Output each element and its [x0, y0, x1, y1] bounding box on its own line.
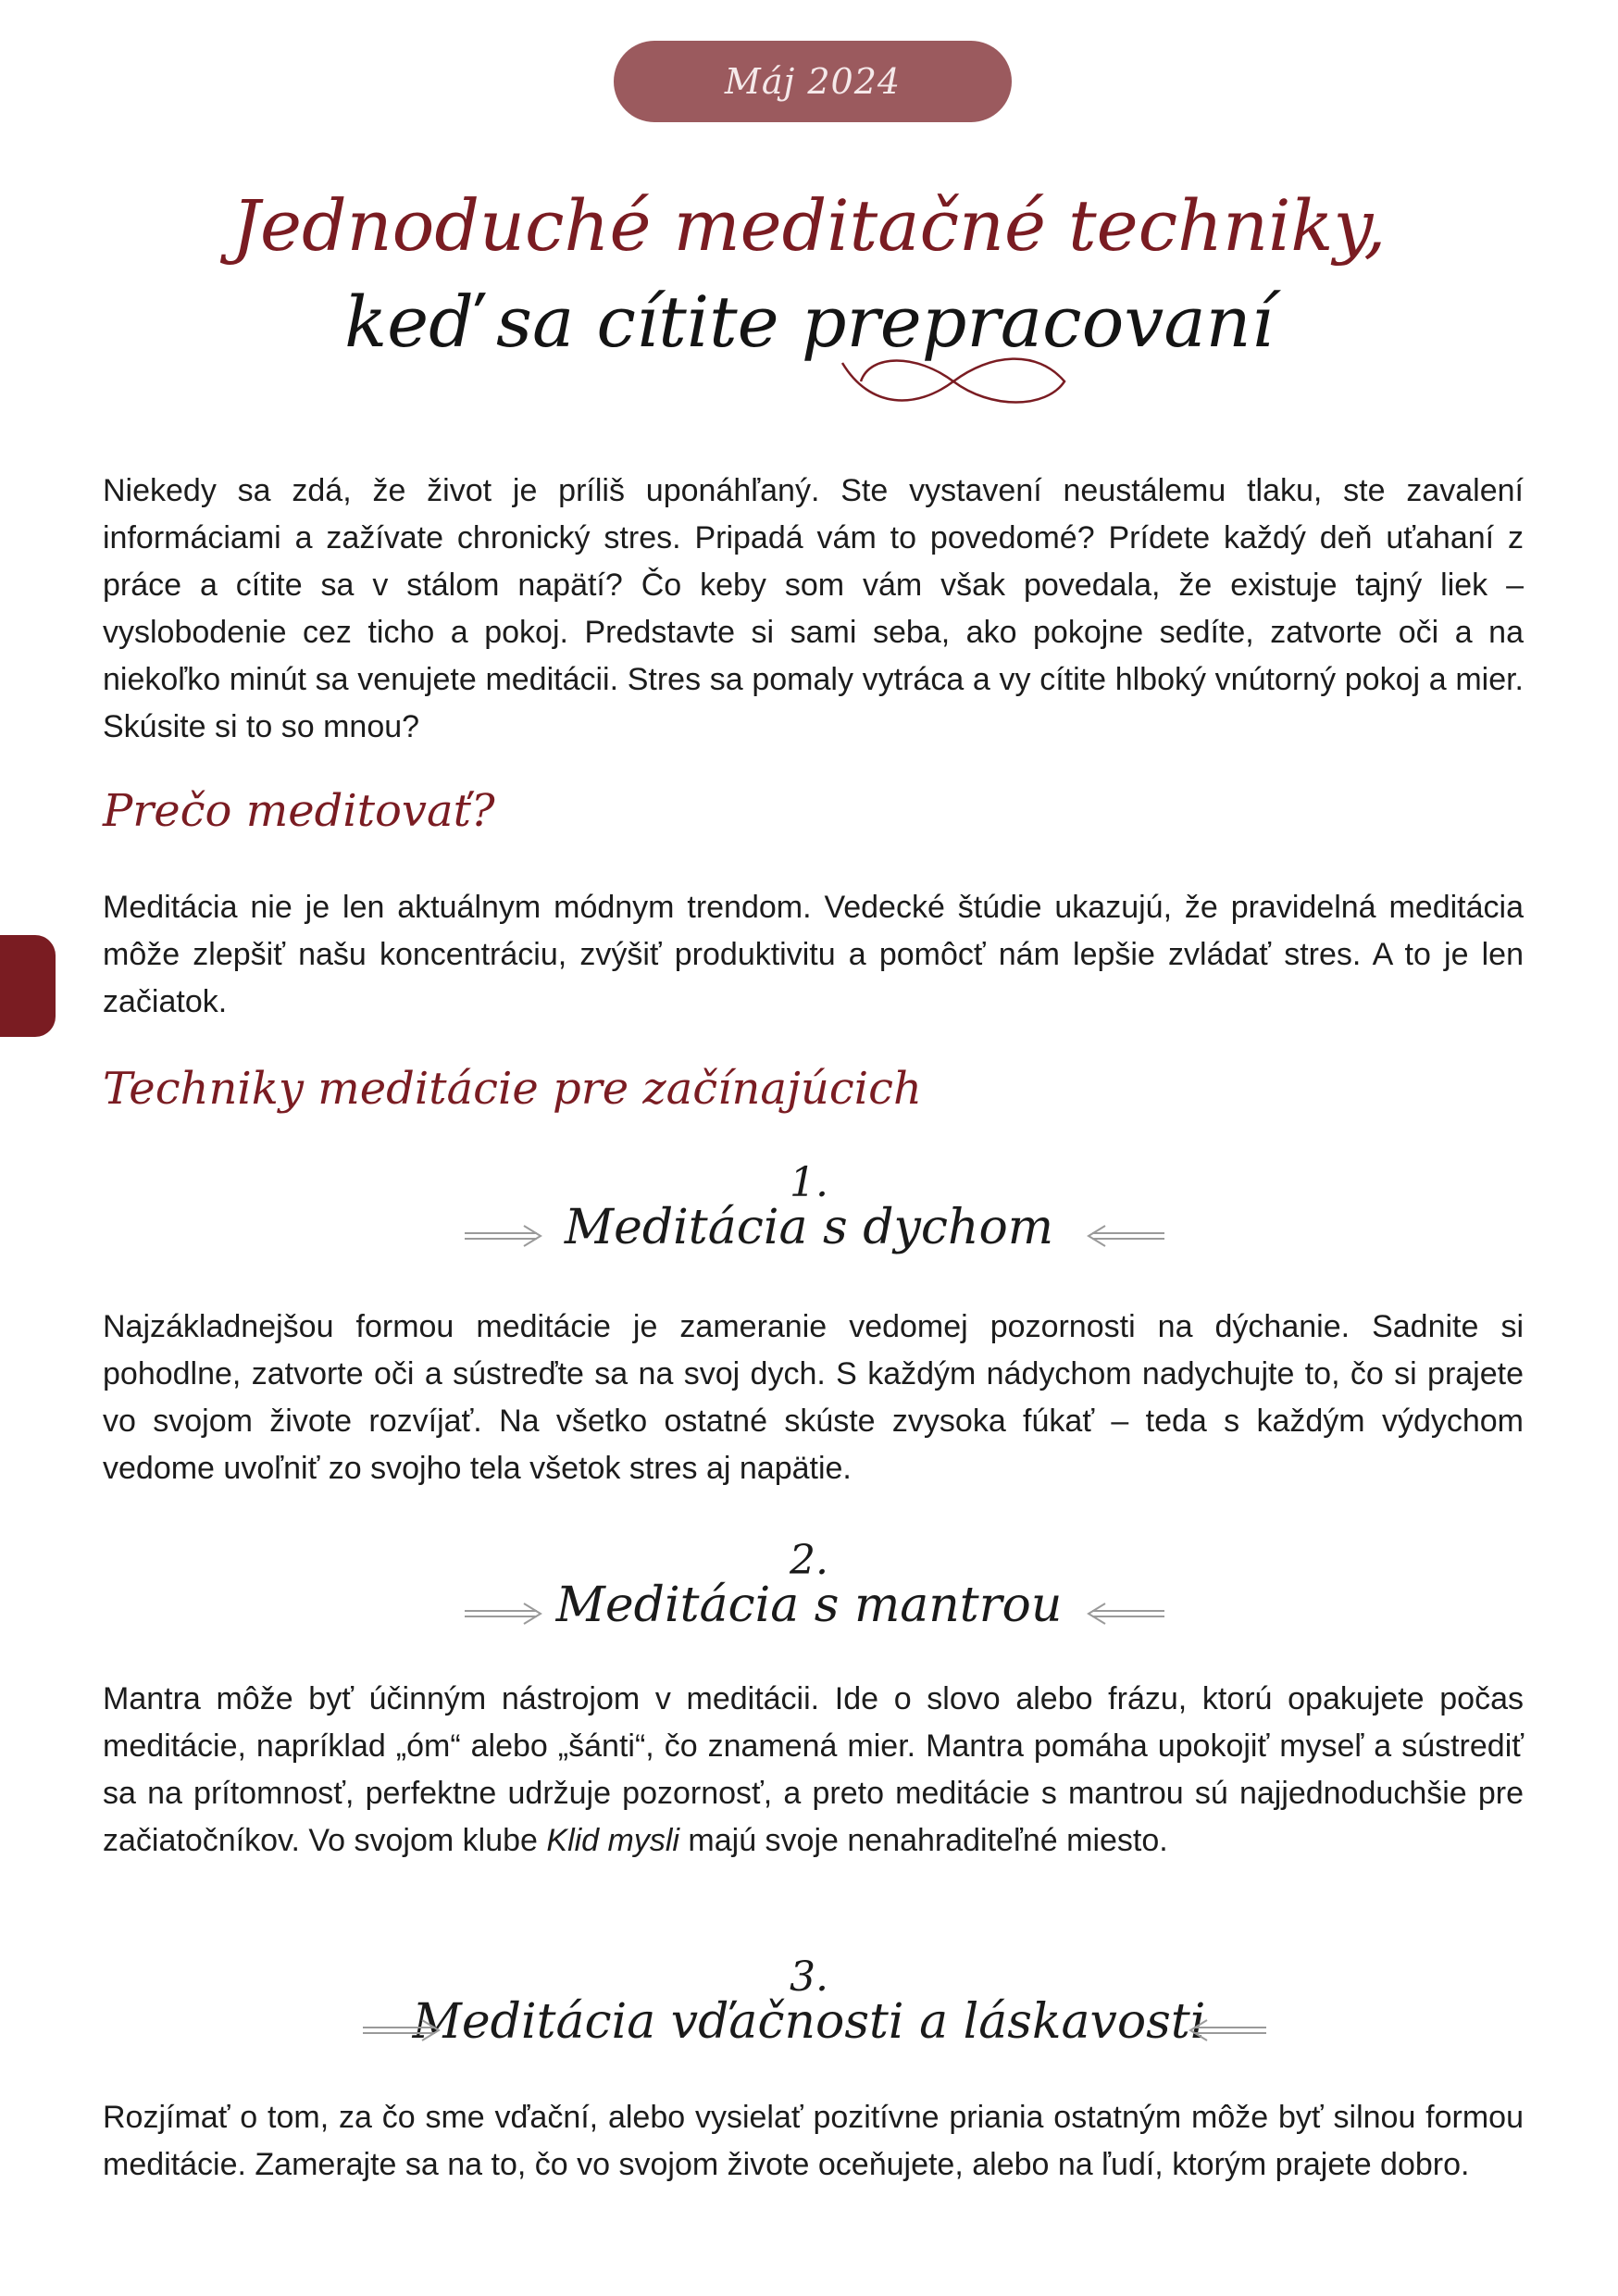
title-flourish: [833, 344, 1074, 418]
arrow-right-icon: [361, 2016, 444, 2044]
technique-3-paragraph: Rozjímať o tom, za čo sme vďační, alebo vysielať pozitívne priania ostatným môže byť silnou formou meditácie. Zamerajte sa na to, čo vo svojom živote oceňujete, alebo na ľudí, ktorým prajete dobro.: [103, 2100, 1524, 2182]
date-badge: Máj 2024: [614, 41, 1012, 122]
technique-1-number: 1.: [790, 1159, 828, 1206]
technique-1-title: Meditácia s dychom: [564, 1200, 1054, 1255]
arrow-right-icon: [463, 1222, 546, 1250]
arrow-left-icon: [1083, 1222, 1166, 1250]
arrow-left-icon: [1083, 1600, 1166, 1628]
section-heading-techniques: Techniky meditácie pre začínajúcich: [103, 1063, 922, 1115]
technique-2-title: Meditácia s mantrou: [555, 1578, 1063, 1633]
technique-2-heading: [0, 1537, 1618, 1657]
arrow-left-icon: [1185, 2016, 1268, 2044]
arrow-right-icon: [463, 1600, 546, 1628]
side-tab-marker: [0, 935, 56, 1037]
intro-paragraph: Niekedy sa zdá, že život je príliš uponáhľaný. Ste vystavení neustálemu tlaku, ste zavalení informáciami a zažívate chronický stres. Pripadá vám to povedomé? Prídete každý deň uťahaní z práce a cítite sa v stálom napätí? Čo keby som vám však povedala, že existuje tajný liek – vyslobodenie cez ticho a pokoj. Predstavte si sami seba, ako pokojne sedíte, zatvorte oči a na niekoľko minút sa venujete meditácii. Stres sa pomaly vytráca a vy cítite hlboký vnútorný pokoj a mier. Skúsite si to so mnou?: [103, 473, 1524, 744]
technique-2-paragraph: Mantra môže byť účinným nástrojom v meditácii. Ide o slovo alebo frázu, ktorú opakujete počas meditácie, napríklad „óm“ alebo „šánti“, čo znamená mier. Mantra pomáha upokojiť myseľ a sústrediť sa na prítomnosť, perfektne udržuje pozornosť, a preto meditácie s mantrou sú najjednoduchšie pre začiatočníkov. Vo svojom klube Klid mysli majú svoje nenahraditeľné miesto.: [103, 1681, 1524, 1858]
technique-2-number: 2.: [790, 1537, 828, 1584]
page-title-line1: Jednoduché meditačné techniky,: [231, 184, 1387, 267]
club-name: Klid mysli: [546, 1823, 679, 1858]
technique-1-paragraph: Najzákladnejšou formou meditácie je zameranie vedomej pozornosti na dýchanie. Sadnite si pohodlne, zatvorte oči a sústreďte sa na svoj dych. S každým nádychom nadychujte to, čo si prajete vo svojom živote rozvíjať. Na všetko ostatné skúste zvysoka fúkať – teda s každým výdychom vedome uvoľniť zo svojho tela všetok stres aj napätie.: [103, 1309, 1524, 1486]
technique-3-title: Meditácia vďačnosti a láskavosti: [412, 1994, 1206, 2050]
section-heading-why: Prečo meditovať?: [103, 785, 495, 837]
page-title-line2: keď sa cítite prepracovaní: [344, 281, 1274, 363]
technique-3-heading: [0, 1953, 1618, 2074]
technique-3-number: 3.: [790, 1953, 828, 2001]
why-paragraph: Meditácia nie je len aktuálnym módnym trendom. Vedecké štúdie ukazujú, že pravidelná meditácia môže zlepšiť našu koncentráciu, zvýšiť produktivitu a pomôcť nám lepšie zvládať stres. A to je len začiatok.: [103, 890, 1524, 1019]
technique-1-heading: [0, 1159, 1618, 1279]
